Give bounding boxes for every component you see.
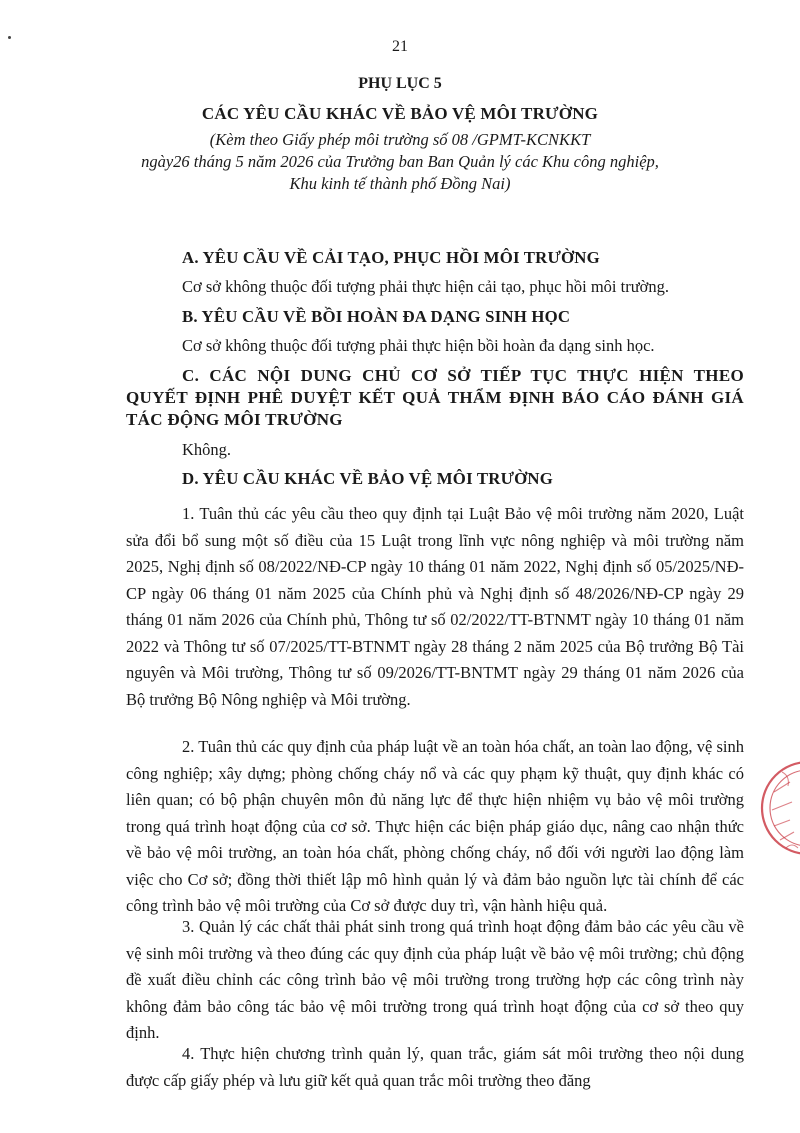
section-d-paragraph-2: 2. Tuân thủ các quy định của pháp luật về an toàn hóa chất, an toàn lao động, vệ sinh công nghiệp; xây dựng; phòng chống cháy nổ và các quy phạm kỹ thuật, quy định khác có liên quan; có bộ phận chuyên môn đủ năng lực để thực hiện nhiệm vụ bảo vệ môi trường trong quá trình hoạt động của cơ sở. Thực hiện các biện pháp giáo dục, nâng cao nhận thức về bảo vệ môi trường, an toàn hóa chất, phòng chống cháy, nổ đối với người lao động làm việc cho Cơ sở; đồng thời thiết lập mô hình quản lý và đảm bảo nguồn lực tài chính để các công trình bảo vệ môi trường của Cơ sở được duy trì, vận hành hiệu quả. bbox=[126, 737, 744, 915]
appendix-label: PHỤ LỤC 5 bbox=[358, 75, 442, 92]
section-d-paragraph-1: 1. Tuân thủ các yêu cầu theo quy định tại Luật Bảo vệ môi trường năm 2020, Luật sửa đổi bổ sung một số điều của 15 Luật trong lĩnh vực nông nghiệp và môi trường năm 2025, Nghị định số 08/2022/NĐ-CP ngày 10 tháng 01 năm 2022, Nghị định số 05/2025/NĐ-CP ngày 06 tháng 01 năm 2025 của Chính phủ và Nghị định số 48/2026/NĐ-CP ngày 29 tháng 01 năm 2026 của Chính phủ, Thông tư số 02/2022/TT-BTNMT ngày 10 tháng 01 năm 2022 và Thông tư số 07/2025/TT-BTNMT ngày 28 tháng 2 năm 2025 của Bộ trưởng Bộ Tài nguyên và Môi trường, Thông tư số 09/2026/TT-BNTMT ngày 29 tháng 01 năm 2026 của Bộ trưởng Bộ Nông nghiệp và Môi trường. bbox=[126, 504, 744, 709]
page-number: 21 bbox=[392, 38, 408, 55]
subtitle-line-2: ngày26 tháng 5 năm 2026 của Trưởng ban Ban Quản lý các Khu công nghiệp, bbox=[141, 152, 659, 171]
section-d-heading: D. YÊU CẦU KHÁC VỀ BẢO VỆ MÔI TRƯỜNG bbox=[182, 469, 553, 488]
subtitle-line-1: (Kèm theo Giấy phép môi trường số 08 /GPMT-KCNKKT bbox=[209, 130, 591, 149]
section-c-text: Không. bbox=[182, 440, 232, 459]
section-b-heading: B. YÊU CẦU VỀ BỒI HOÀN ĐA DẠNG SINH HỌC bbox=[182, 307, 571, 326]
section-d-paragraph-3: 3. Quản lý các chất thải phát sinh trong quá trình hoạt động đảm bảo các yêu cầu về vệ sinh môi trường và theo đúng các quy định của pháp luật về bảo vệ môi trường; chủ động đề xuất điều chỉnh các công trình bảo vệ môi trường trong trường hợp các công trình này không đảm bảo công tác bảo vệ môi trường trong quá trình hoạt động của cơ sở theo quy định. bbox=[126, 917, 744, 1042]
section-c-heading: C. CÁC NỘI DUNG CHỦ CƠ SỞ TIẾP TỤC THỰC HIỆN THEO QUYẾT ĐỊNH PHÊ DUYỆT KẾT QUẢ THẨM ĐỊNH BÁO CÁO ĐÁNH GIÁ TÁC ĐỘNG MÔI TRƯỜNG bbox=[126, 366, 744, 429]
section-a-text: Cơ sở không thuộc đối tượng phải thực hiện cải tạo, phục hồi môi trường. bbox=[182, 277, 669, 296]
subtitle-line-3: Khu kinh tế thành phố Đồng Nai) bbox=[289, 174, 511, 193]
section-d-paragraph-4: 4. Thực hiện chương trình quản lý, quan trắc, giám sát môi trường theo nội dung được cấp giấy phép và lưu giữ kết quả quan trắc môi trường theo đăng bbox=[126, 1044, 744, 1090]
section-b-text: Cơ sở không thuộc đối tượng phải thực hiện bồi hoàn đa dạng sinh học. bbox=[182, 336, 655, 355]
official-seal-stamp bbox=[760, 752, 800, 864]
appendix-title: CÁC YÊU CẦU KHÁC VỀ BẢO VỆ MÔI TRƯỜNG bbox=[201, 104, 599, 123]
section-a-heading: A. YÊU CẦU VỀ CẢI TẠO, PHỤC HỒI MÔI TRƯỜNG bbox=[182, 248, 600, 267]
